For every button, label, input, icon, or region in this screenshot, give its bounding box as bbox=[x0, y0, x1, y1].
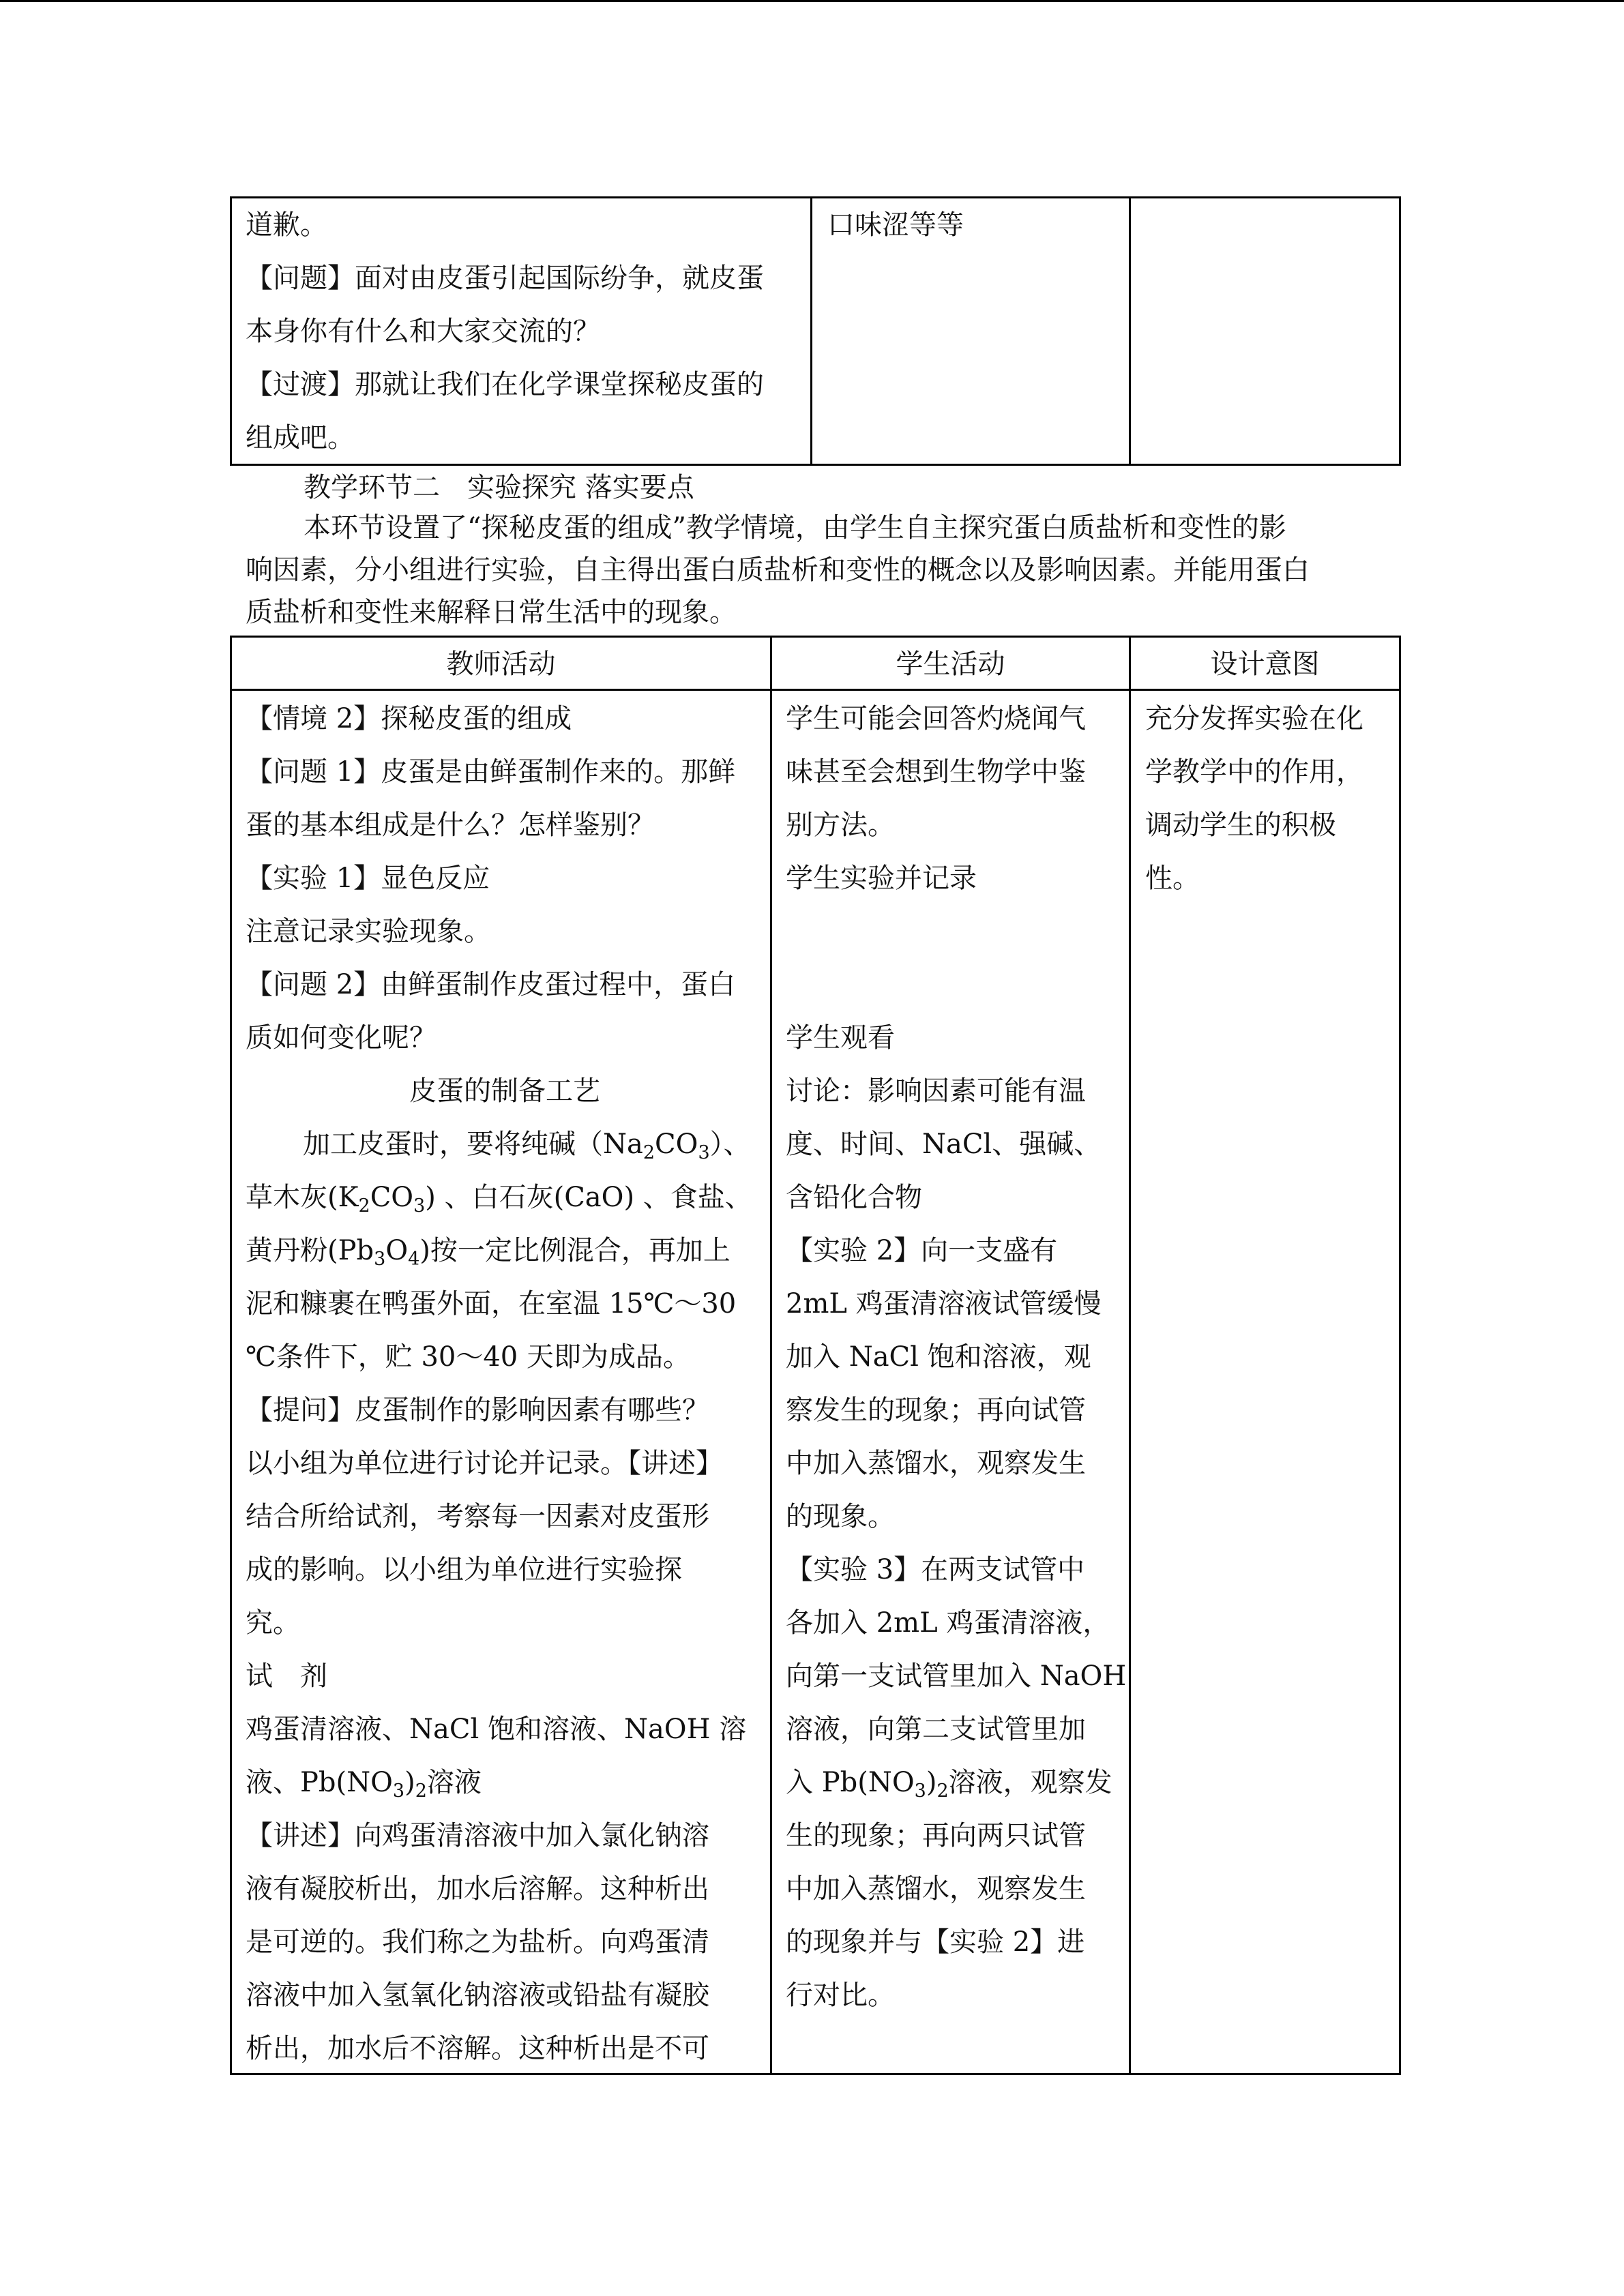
text-line: 溶液，向第二支试管里加 bbox=[786, 1714, 1086, 1745]
text-line: 以小组为单位进行讨论并记录。【讲述】 bbox=[246, 1448, 723, 1479]
text-line: 向第一支试管里加入 NaOH bbox=[786, 1660, 1127, 1692]
text-line: 性。 bbox=[1145, 863, 1200, 894]
text-line: 泥和糠裹在鸭蛋外面，在室温 15℃～30 bbox=[246, 1288, 737, 1320]
text-line: 是可逆的。我们称之为盐析。向鸡蛋清 bbox=[246, 1926, 709, 1958]
text-line: 度、时间、NaCl、强碱、 bbox=[786, 1129, 1102, 1160]
text-line: 本身你有什么和大家交流的？ bbox=[246, 316, 600, 347]
text-line: 口味涩等等 bbox=[827, 209, 964, 241]
intro-line: 响因素，分小组进行实验，自主得出蛋白质盐析和变性的概念以及影响因素。并能用蛋白 bbox=[246, 554, 1310, 586]
table1-top-border bbox=[230, 196, 1401, 198]
header-student-activity: 学生活动 bbox=[896, 648, 1005, 680]
text-line: 行对比。 bbox=[786, 1980, 895, 2011]
text-line: 入 $Pb(NO_3)_2$溶液，观察发 bbox=[786, 1767, 1112, 1802]
text-line: 黄丹粉$(Pb_3O_4)$按一定比例混合，再加上 bbox=[246, 1235, 730, 1270]
intro-line: 质盐析和变性来解释日常生活中的现象。 bbox=[246, 597, 737, 628]
text-line: 【提问】皮蛋制作的影响因素有哪些？ bbox=[246, 1395, 709, 1426]
text-line: 试 剂 bbox=[246, 1660, 327, 1692]
text-line: 学生实验并记录 bbox=[786, 863, 977, 894]
text-line: 成的影响。以小组为单位进行实验探 bbox=[246, 1554, 682, 1585]
text-line: 【实验 3】在两支试管中 bbox=[786, 1554, 1085, 1585]
intro-line: 本环节设置了“探秘皮蛋的组成”教学情境，由学生自主探究蛋白质盐析和变性的影 bbox=[304, 512, 1286, 543]
table2-right-border bbox=[1399, 636, 1401, 2075]
text-line: 草木灰$(K_2CO_3)$ 、白石灰(CaO) 、食盐、 bbox=[246, 1182, 752, 1217]
header-teacher-activity: 教师活动 bbox=[446, 648, 556, 680]
text-line: 生的现象；再向两只试管 bbox=[786, 1820, 1086, 1851]
text-line: 2mL 鸡蛋清溶液试管缓慢 bbox=[786, 1288, 1102, 1320]
text-line: 充分发挥实验在化 bbox=[1145, 703, 1363, 734]
text-line: 【问题】面对由皮蛋引起国际纷争，就皮蛋 bbox=[246, 263, 764, 294]
table1-left-border bbox=[230, 196, 232, 466]
table1-right-border bbox=[1399, 196, 1401, 466]
text-line: 加工皮蛋时，要将纯碱$(Na_2CO_3)$、 bbox=[303, 1129, 751, 1163]
text-line: 的现象。 bbox=[786, 1501, 895, 1532]
text-line: 析出，加水后不溶解。这种析出是不可 bbox=[246, 2033, 709, 2064]
text-line: 各加入 2mL 鸡蛋清溶液， bbox=[786, 1607, 1110, 1639]
text-line: 讨论：影响因素可能有温 bbox=[786, 1075, 1086, 1107]
text-line: 【情境 2】探秘皮蛋的组成 bbox=[246, 703, 572, 734]
text-line: 的现象并与【实验 2】进 bbox=[786, 1926, 1085, 1958]
section-heading: 教学环节二 实验探究 落实要点 bbox=[304, 472, 694, 503]
text-line: 【问题 2】由鲜蛋制作皮蛋过程中，蛋白 bbox=[246, 969, 736, 1000]
header-design-intent: 设计意图 bbox=[1210, 648, 1320, 680]
text-line: 道歉。 bbox=[246, 209, 327, 241]
text-line: 加入 NaCl 饱和溶液，观 bbox=[786, 1341, 1091, 1373]
text-line: 蛋的基本组成是什么？怎样鉴别？ bbox=[246, 809, 655, 841]
text-line: 学教学中的作用， bbox=[1145, 756, 1363, 788]
table2-left-border bbox=[230, 636, 232, 2075]
table2-col-divider-2 bbox=[1129, 636, 1131, 2075]
text-line: ℃条件下，贮 30～40 天即为成品。 bbox=[246, 1341, 690, 1373]
subheading-egg-process: 皮蛋的制备工艺 bbox=[409, 1075, 600, 1107]
table1-col-divider-1 bbox=[810, 196, 812, 466]
text-line: 别方法。 bbox=[786, 809, 895, 841]
text-line: 【实验 2】向一支盛有 bbox=[786, 1235, 1058, 1266]
text-line: 鸡蛋清溶液、NaCl 饱和溶液、NaOH 溶 bbox=[246, 1714, 747, 1745]
text-line: 察发生的现象；再向试管 bbox=[786, 1395, 1086, 1426]
table1-col-divider-2 bbox=[1129, 196, 1131, 466]
text-line: 结合所给试剂，考察每一因素对皮蛋形 bbox=[246, 1501, 709, 1532]
text-line: 中加入蒸馏水，观察发生 bbox=[786, 1448, 1086, 1479]
text-line: 质如何变化呢？ bbox=[246, 1022, 437, 1054]
text-line: 组成吧。 bbox=[246, 422, 355, 453]
text-line: 液有凝胶析出，加水后溶解。这种析出 bbox=[246, 1873, 709, 1905]
text-line: 调动学生的积极 bbox=[1145, 809, 1336, 841]
text-line: 【问题 1】皮蛋是由鲜蛋制作来的。那鲜 bbox=[246, 756, 736, 788]
text-line: 溶液中加入氢氧化钠溶液或铅盐有凝胶 bbox=[246, 1980, 709, 2011]
text-line: 味甚至会想到生物学中鉴 bbox=[786, 756, 1086, 788]
text-line: 学生观看 bbox=[786, 1022, 895, 1054]
text-line: 学生可能会回答灼烧闻气 bbox=[786, 703, 1086, 734]
text-line: 注意记录实验现象。 bbox=[246, 916, 491, 947]
text-line: 【实验 1】显色反应 bbox=[246, 863, 490, 894]
text-line: 【过渡】那就让我们在化学课堂探秘皮蛋的 bbox=[246, 369, 764, 400]
table2-col-divider-1 bbox=[770, 636, 772, 2075]
text-line: 究。 bbox=[246, 1607, 300, 1639]
text-line: 【讲述】向鸡蛋清溶液中加入氯化钠溶 bbox=[246, 1820, 709, 1851]
page-top-border bbox=[0, 0, 1624, 2]
text-line: 含铅化合物 bbox=[786, 1182, 922, 1213]
text-line: 液、$Pb(NO_3)_2$溶液 bbox=[246, 1767, 482, 1802]
text-line: 中加入蒸馏水，观察发生 bbox=[786, 1873, 1086, 1905]
